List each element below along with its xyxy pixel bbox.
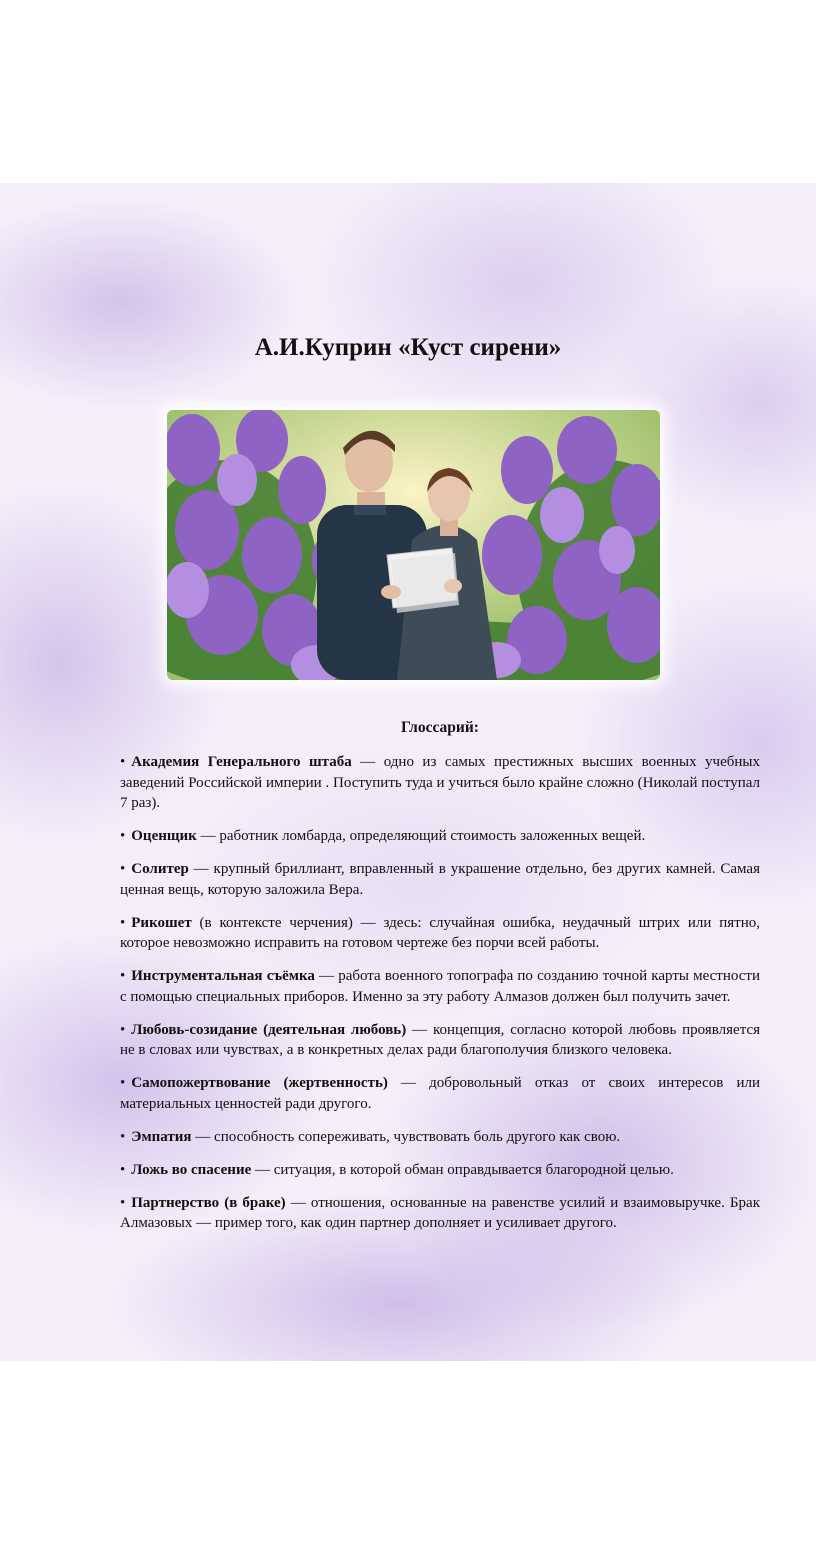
glossary-definition: — одно из самых престижных высших военных учебных заведений Российской империи . Поступить туда и учиться было крайне сложно (Николай поступал 7 раз). bbox=[120, 754, 760, 811]
glossary-entry bbox=[120, 1193, 760, 1234]
glossary-definition: — концепция, согласно которой любовь проявляется не в словах или чувствах, а в конкретных делах ради благополучия близкого человека. bbox=[120, 1021, 761, 1058]
glossary-definition: — работа военного топографа по созданию точной карты местности с помощью специальных приборов. Именно за эту работу Алмазов должен был получить зачет. bbox=[120, 968, 760, 1005]
glossary-term: Оценщик bbox=[131, 828, 197, 844]
bullet: • bbox=[120, 1021, 126, 1038]
bullet: • bbox=[120, 968, 126, 984]
glossary-definition: — отношения, основанные на равенстве усилий и взаимовыручке. Брак Алмазовых — пример того, как один партнер дополняет и усиливает другого. bbox=[120, 1194, 760, 1231]
glossary-entry bbox=[120, 1160, 760, 1181]
glossary-term: Солитер bbox=[131, 861, 189, 877]
glossary-definition: — крупный бриллиант, вправленный в украшение отдельно, без других камней. Самая ценная вещь, которую заложила Вера. bbox=[120, 861, 760, 898]
glossary-entry bbox=[120, 1127, 760, 1148]
glossary-definition: — работник ломбарда, определяющий стоимость заложенных вещей. bbox=[196, 828, 646, 844]
glossary-entry bbox=[120, 1020, 760, 1061]
glossary-heading: Глоссарий: bbox=[401, 719, 479, 736]
bullet: • bbox=[120, 914, 126, 931]
glossary-entry bbox=[120, 1073, 760, 1114]
bullet: • bbox=[120, 861, 126, 877]
glossary-term: Академия Генерального штаба bbox=[131, 754, 352, 770]
glossary-term: Инструментальная съёмка bbox=[131, 968, 315, 984]
bullet: • bbox=[120, 1075, 126, 1091]
glossary-entry bbox=[120, 826, 760, 847]
glossary-term: Любовь-созидание (деятельная любовь) bbox=[131, 1021, 407, 1038]
glossary-definition: (в контексте черчения) — здесь: случайная ошибка, неудачный штрих или пятно, которое невозможно исправить на готовом чертеже без порчи всей работы. bbox=[120, 914, 760, 951]
bullet: • bbox=[120, 828, 126, 844]
glossary-definition: — ситуация, в которой обман оправдывается благородной целью. bbox=[251, 1161, 674, 1178]
glossary-term: Эмпатия bbox=[131, 1128, 192, 1145]
bullet: • bbox=[120, 1161, 126, 1178]
bullet: • bbox=[120, 1194, 126, 1211]
illustration-lilac-couple bbox=[167, 410, 660, 680]
glossary-term: Партнерство (в браке) bbox=[131, 1194, 286, 1211]
glossary-entry bbox=[120, 859, 760, 900]
bullet: • bbox=[120, 1128, 126, 1145]
glossary-term: Рикошет bbox=[131, 914, 192, 931]
glossary-entry bbox=[120, 913, 760, 954]
glossary-entry bbox=[120, 966, 760, 1007]
glossary-entry bbox=[120, 752, 760, 814]
bullet: • bbox=[120, 754, 126, 770]
glossary-term: Ложь во спасение bbox=[131, 1161, 252, 1178]
page-title: А.И.Куприн «Куст сирени» bbox=[254, 334, 562, 361]
glossary-term: Самопожертвование (жертвенность) bbox=[131, 1075, 388, 1091]
glossary-definition: — способность сопереживать, чувствовать боль другого как свою. bbox=[191, 1128, 621, 1145]
glossary-definition: — добровольный отказ от своих интересов или материальных ценностей ради другого. bbox=[120, 1075, 760, 1112]
glossary-list bbox=[120, 752, 760, 1246]
